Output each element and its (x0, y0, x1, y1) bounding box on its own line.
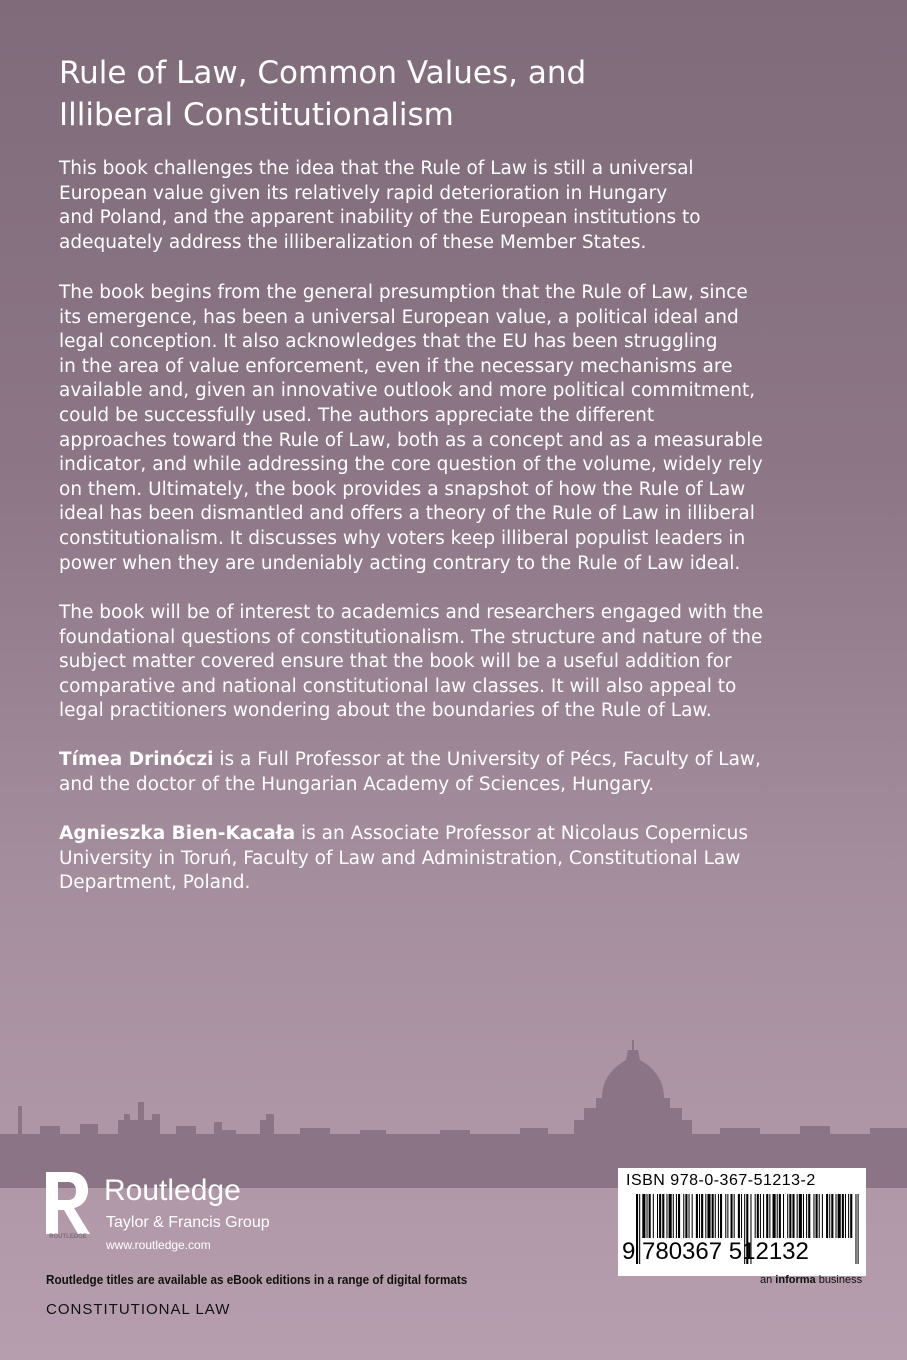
barcode-bar (789, 1194, 791, 1238)
informa-tagline (760, 1274, 862, 1286)
text-line: and the doctor of the Hungarian Academy of Sciences, Hungary. (59, 773, 655, 795)
barcode-bar (653, 1194, 654, 1238)
barcode-bar (683, 1194, 684, 1238)
barcode-bar (720, 1194, 722, 1238)
barcode-bar (829, 1194, 830, 1238)
barcode-bar (779, 1194, 781, 1238)
barcode-bar (845, 1194, 846, 1238)
text-line: comparative and national constitutional law classes. It will also appeal to (59, 675, 737, 697)
author-bio-1 (59, 748, 849, 797)
barcode-bar (741, 1194, 742, 1238)
barcode-bar (848, 1194, 849, 1238)
barcode-bar (850, 1194, 852, 1238)
text-line: legal practitioners wondering about the boundaries of the Rule of Law. (59, 700, 712, 722)
barcode-bar (773, 1194, 776, 1238)
isbn-digits: 9 780367 512132 (622, 1238, 809, 1265)
text-line: This book challenges the idea that the Rule of Law is still a universal (59, 158, 694, 179)
publisher-url: www.routledge.com (106, 1238, 211, 1252)
text-line: subject matter covered ensure that the book will be a useful addition for (59, 651, 732, 673)
city-skyline-silhouette (0, 1010, 907, 1190)
barcode-bar (822, 1194, 823, 1238)
routledge-r-icon (40, 1168, 96, 1240)
barcode-bar (701, 1194, 703, 1238)
barcode-bar (858, 1194, 859, 1264)
text-line (59, 748, 849, 773)
informa-prefix: an (760, 1274, 776, 1286)
ebook-note: Routledge titles are available as eBook editions in a range of digital formats (46, 1272, 468, 1287)
book-title (59, 52, 859, 136)
barcode-bar (718, 1194, 719, 1238)
barcode-bar (831, 1194, 833, 1238)
text-line (59, 822, 849, 847)
barcode-bar (755, 1194, 756, 1238)
barcode-bar (642, 1194, 645, 1238)
text-line: European value given its relatively rapid deterioration in Hungary (59, 182, 668, 204)
barcode-bar (673, 1194, 674, 1238)
barcode-bar (808, 1194, 810, 1238)
barcode-bar (826, 1194, 828, 1238)
bio-text: is a Full Professor at the University of Pécs, Faculty of Law, (213, 749, 761, 770)
barcode-bar (734, 1194, 735, 1238)
barcode-bar (783, 1194, 784, 1238)
barcode-bar (659, 1194, 661, 1238)
barcode-bar (662, 1194, 664, 1238)
text-line: constitutionalism. It discusses why voters keep illiberal populist leaders in (59, 527, 746, 549)
author-name: Agnieszka Bien-Kacała (59, 823, 296, 844)
text-line: approaches toward the Rule of Law, both as a concept and as a measurable (59, 429, 763, 451)
barcode-bar (792, 1194, 794, 1238)
text-line: University in Toruń, Faculty of Law and Administration, Constitutional Law (59, 847, 741, 869)
barcode-bar (692, 1194, 693, 1238)
barcode-bar (696, 1194, 698, 1238)
text-line: could be successfully used. The authors appreciate the different (59, 404, 655, 426)
blurb-paragraph-1 (59, 157, 849, 255)
text-line: indicator, and while addressing the core question of the volume, widely rely (59, 454, 763, 476)
blurb-paragraph-2 (59, 281, 849, 576)
text-line: ideal has been dismantled and offers a theory of the Rule of Law in illiberal (59, 503, 755, 525)
subject-category: CONSTITUTIONAL LAW (46, 1301, 231, 1318)
author-bio-2 (59, 822, 849, 896)
barcode-bar (678, 1194, 680, 1238)
publisher-group: Taylor & Francis Group (106, 1214, 270, 1231)
barcode-bar (766, 1194, 768, 1238)
barcode-bar (731, 1194, 733, 1238)
barcode-bar (715, 1194, 716, 1238)
barcode-bar (836, 1194, 837, 1238)
barcode-bar (727, 1194, 728, 1238)
barcode-bar (787, 1194, 788, 1238)
informa-suffix: business (815, 1274, 863, 1286)
barcode-bar (685, 1194, 687, 1238)
barcode-bar (757, 1194, 759, 1238)
text-line: and Poland, and the apparent inability of the European institutions to (59, 207, 701, 229)
text-line: foundational questions of constitutionalism. The structure and nature of the (59, 626, 763, 648)
barcode-bar (699, 1194, 700, 1238)
routledge-logo (40, 1168, 340, 1258)
barcode-bar (705, 1194, 706, 1238)
text-line: The book will be of interest to academics and researchers engaged with the (59, 602, 764, 623)
text-line: in the area of value enforcement, even if the necessary mechanisms are (59, 355, 733, 377)
barcode-bar (707, 1194, 710, 1238)
title-line-2: Illiberal Constitutionalism (59, 97, 454, 133)
barcode-bar (725, 1194, 726, 1238)
barcode-bar (855, 1194, 856, 1264)
title-line-1: Rule of Law, Common Values, and (59, 55, 587, 91)
barcode-bar (738, 1194, 740, 1238)
logo-text: ROUTLEDGE (49, 1234, 87, 1240)
barcode-bar (806, 1194, 807, 1238)
text-line: adequately address the illiberalization of these Member States. (59, 231, 647, 253)
text-line: power when they are undeniably acting contrary to the Rule of Law ideal. (59, 552, 741, 574)
barcode-bar (760, 1194, 761, 1238)
text-line: The book begins from the general presumption that the Rule of Law, since (59, 282, 748, 303)
text-line: legal conception. It also acknowledges that the EU has been struggling (59, 331, 718, 353)
barcode-bar (666, 1194, 667, 1238)
isbn-barcode-box (618, 1168, 866, 1276)
barcode-bar (842, 1194, 844, 1238)
text-line: its emergence, has been a universal European value, a political ideal and (59, 306, 739, 328)
barcode-bar (838, 1194, 841, 1238)
barcode-bar (769, 1194, 770, 1238)
bio-text: is an Associate Professor at Nicolaus Copernicus (295, 823, 749, 844)
barcode-bar (816, 1194, 818, 1238)
text-line: Department, Poland. (59, 872, 251, 894)
informa-brand: informa (775, 1274, 816, 1286)
barcode-bar (763, 1194, 764, 1238)
barcode-bar (777, 1194, 778, 1238)
barcode-bar (657, 1194, 658, 1238)
text-line: available and, given an innovative outlook and more political commitment, (59, 380, 756, 402)
barcode-bar (803, 1194, 804, 1238)
barcode-bar (813, 1194, 814, 1238)
barcode-bar (676, 1194, 677, 1238)
barcode-bar (649, 1194, 651, 1238)
barcode-bar (689, 1194, 690, 1238)
publisher-name: Routledge (104, 1174, 241, 1207)
barcode-bar (669, 1194, 672, 1238)
barcode-bar (712, 1194, 714, 1238)
text-line: on them. Ultimately, the book provides a snapshot of how the Rule of Law (59, 478, 746, 500)
isbn-label: ISBN 978-0-367-51213-2 (626, 1172, 816, 1189)
barcode-bar (819, 1194, 820, 1238)
blurb-paragraph-3 (59, 601, 849, 724)
author-name: Tímea Drinóczi (59, 749, 214, 770)
barcode-bar (797, 1194, 798, 1238)
barcode-bar (799, 1194, 802, 1238)
barcode-bar (647, 1194, 648, 1238)
